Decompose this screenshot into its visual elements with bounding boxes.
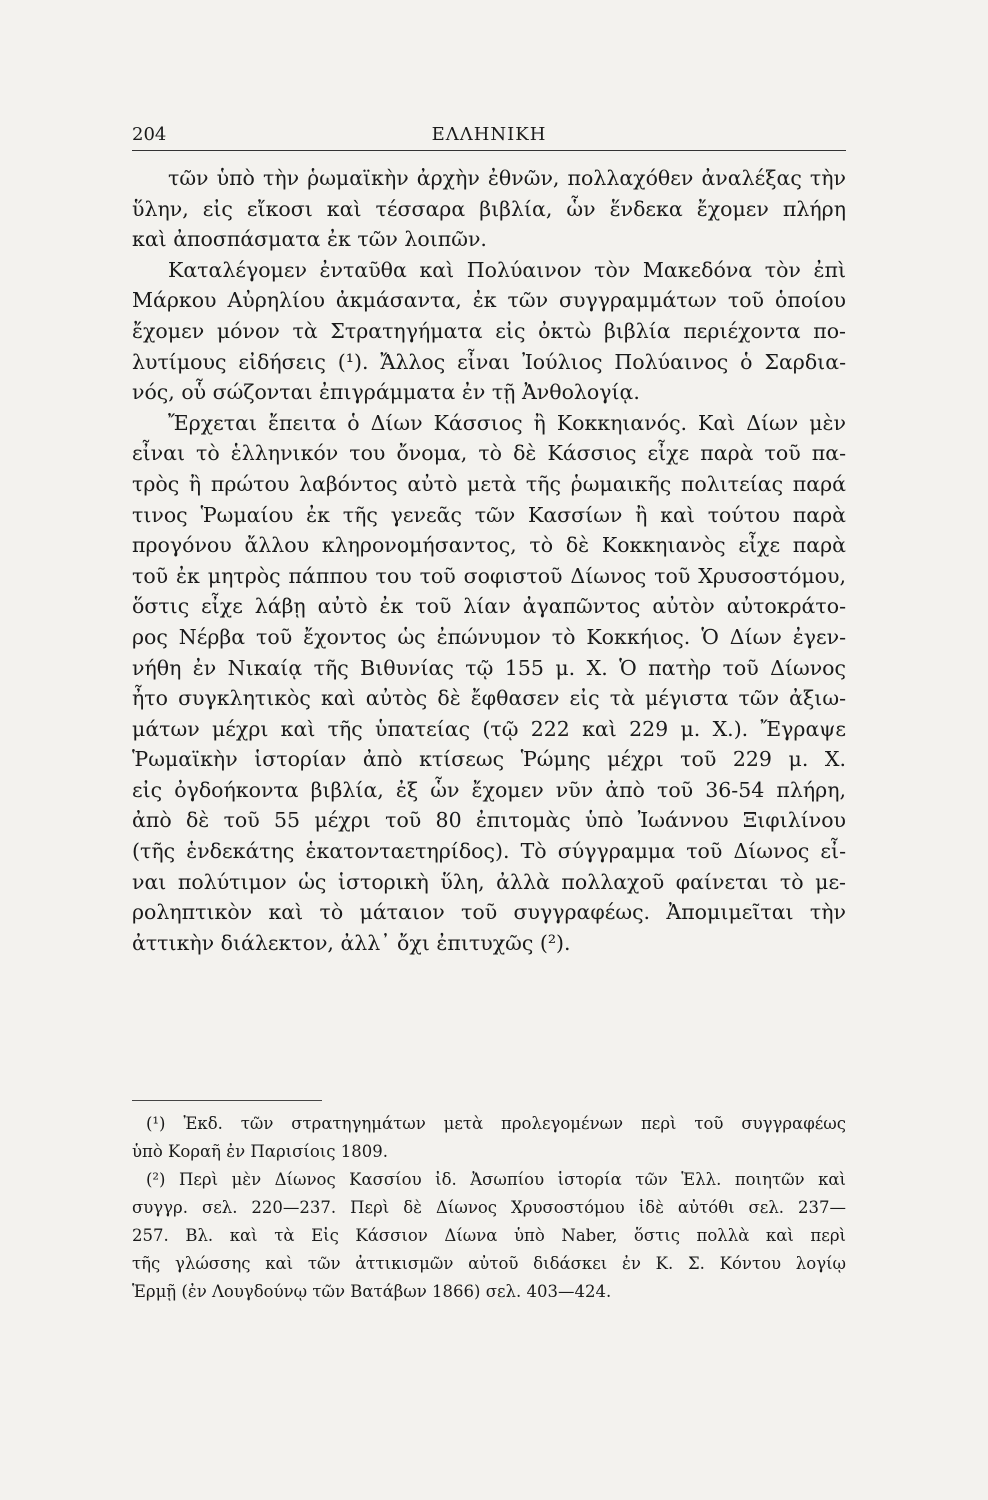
body-line: τῶν ὑπὸ τὴν ῥωμαϊκὴν ἀρχὴν ἐθνῶν, πολλαχόθεν ἀναλέξας τὴν [168,166,846,190]
body-line: (τῆς ἑνδεκάτης ἑκατονταετηρίδος). Τὸ σύγγραμμα τοῦ Δίωνος εἶ- [132,839,846,864]
footnote-line: Ἑρμῇ (ἐν Λουγδούνῳ τῶν Βατάβων 1866) σελ. 403—424. [132,1282,612,1301]
body-line: λυτίμους εἰδήσεις (¹). Ἄλλος εἶναι Ἰούλιος Πολύαινος ὁ Σαρδια- [132,349,846,374]
body-line: ροληπτικὸν καὶ τὸ μάταιον τοῦ συγγραφέως. Ἀπομιμεῖται τὴν [132,900,846,925]
body-line: ρος Νέρβα τοῦ ἔχοντος ὡς ἐπώνυμον τὸ Κοκκήιος. Ὁ Δίων ἐγεν- [132,624,846,649]
body-line: Καταλέγομεν ἐνταῦθα καὶ Πολύαινον τὸν Μακεδόνα τὸν ἐπὶ [168,257,846,282]
body-line: τρὸς ἢ πρώτου λαβόντος αὐτὸ μετὰ τῆς ῥωμαικῆς πολιτείας παρά [132,471,846,496]
body-line: μάτων μέχρι καὶ τῆς ὑπατείας (τῷ 222 καὶ 229 μ. Χ.). Ἔγραψε [132,716,846,741]
body-line: νήθη ἐν Νικαίᾳ τῆς Βιθυνίας τῷ 155 μ. Χ. Ὁ πατὴρ τοῦ Δίωνος [132,655,846,680]
page-number: 204 [132,124,167,145]
body-line: Ῥωμαϊκὴν ἱστορίαν ἀπὸ κτίσεως Ῥώμης μέχρι τοῦ 229 μ. Χ. [132,747,846,772]
body-line: ναι πολύτιμον ὡς ἱστορικὴ ὕλη, ἀλλὰ πολλαχοῦ φαίνεται τὸ με- [132,869,846,894]
page-header [132,118,846,151]
footnote-rule [132,1100,322,1101]
body-line: ἔχομεν μόνον τὰ Στρατηγήματα εἰς ὀκτὼ βιβλία περιέχοντα πο- [132,318,846,343]
footnote-line: ὑπὸ Κοραῆ ἐν Παρισίοις 1809. [132,1142,388,1161]
body-line: προγόνου ἄλλου κληρονομήσαντος, τὸ δὲ Κοκκηιανὸς εἶχε παρὰ [132,533,846,558]
body-line: καὶ ἀποσπάσματα ἐκ τῶν λοιπῶν. [132,227,487,252]
body-line: νός, οὗ σώζονται ἐπιγράμματα ἐν τῇ Ἀνθολογίᾳ. [132,380,640,405]
body-line: ἀπὸ δὲ τοῦ 55 μέχρι τοῦ 80 ἐπιτομὰς ὑπὸ Ἰωάννου Ξιφιλίνου [132,808,846,833]
footnote-line: (²) Περὶ μὲν Δίωνος Κασσίου ἰδ. Ἀσωπίου ἱστορία τῶν Ἑλλ. ποιητῶν καὶ [146,1170,846,1189]
footnote-line: συγγρ. σελ. 220—237. Περὶ δὲ Δίωνος Χρυσοστόμου ἰδὲ αὐτόθι σελ. 237— [132,1198,846,1217]
body-line: εἰς ὀγδοήκοντα βιβλία, ἐξ ὧν ἔχομεν νῦν ἀπὸ τοῦ 36-54 πλήρη, [132,777,846,802]
body-text [132,163,846,958]
body-line: τοῦ ἐκ μητρὸς πάππου του τοῦ σοφιστοῦ Δίωνος τοῦ Χρυσοστόμου, [132,563,846,588]
running-title: ΕΛΛΗΝΙΚΗ [431,124,547,145]
body-line: ὕλην, εἰς εἴκοσι καὶ τέσσαρα βιβλία, ὧν ἕνδεκα ἔχομεν πλήρη [132,196,846,221]
footnote-line: 257. Βλ. καὶ τὰ Εἰς Κάσσιον Δίωνα ὑπὸ Naber, ὅστις πολλὰ καὶ περὶ [132,1226,846,1245]
body-line: Μάρκου Αὐρηλίου ἀκμάσαντα, ἐκ τῶν συγγραμμάτων τοῦ ὁποίου [132,288,846,313]
body-line: τινος Ῥωμαίου ἐκ τῆς γενεᾶς τῶν Κασσίων ἢ καὶ τούτου παρὰ [132,502,846,527]
body-line: ἀττικὴν διάλεκτον, ἀλλ᾽ ὄχι ἐπιτυχῶς (²). [132,930,571,955]
body-line: ἦτο συγκλητικὸς καὶ αὐτὸς δὲ ἔφθασεν εἰς τὰ μέγιστα τῶν ἀξιω- [132,686,846,711]
footnote-line: (¹) Ἐκδ. τῶν στρατηγημάτων μετὰ προλεγομένων περὶ τοῦ συγγραφέως [146,1114,846,1133]
footnote-line: τῆς γλώσσης καὶ τῶν ἀττικισμῶν αὐτοῦ διδάσκει ἐν Κ. Σ. Κόντου λογίῳ [132,1254,846,1273]
footnotes [132,1110,846,1306]
body-line: Ἔρχεται ἔπειτα ὁ Δίων Κάσσιος ἢ Κοκκηιανός. Καὶ Δίων μὲν [168,410,846,435]
body-line: ὅστις εἶχε λάβῃ αὐτὸ ἐκ τοῦ λίαν ἀγαπῶντος αὐτὸν αὐτοκράτο- [132,594,846,619]
body-line: εἶναι τὸ ἑλληνικόν του ὄνομα, τὸ δὲ Κάσσιος εἶχε παρὰ τοῦ πα- [132,441,846,466]
